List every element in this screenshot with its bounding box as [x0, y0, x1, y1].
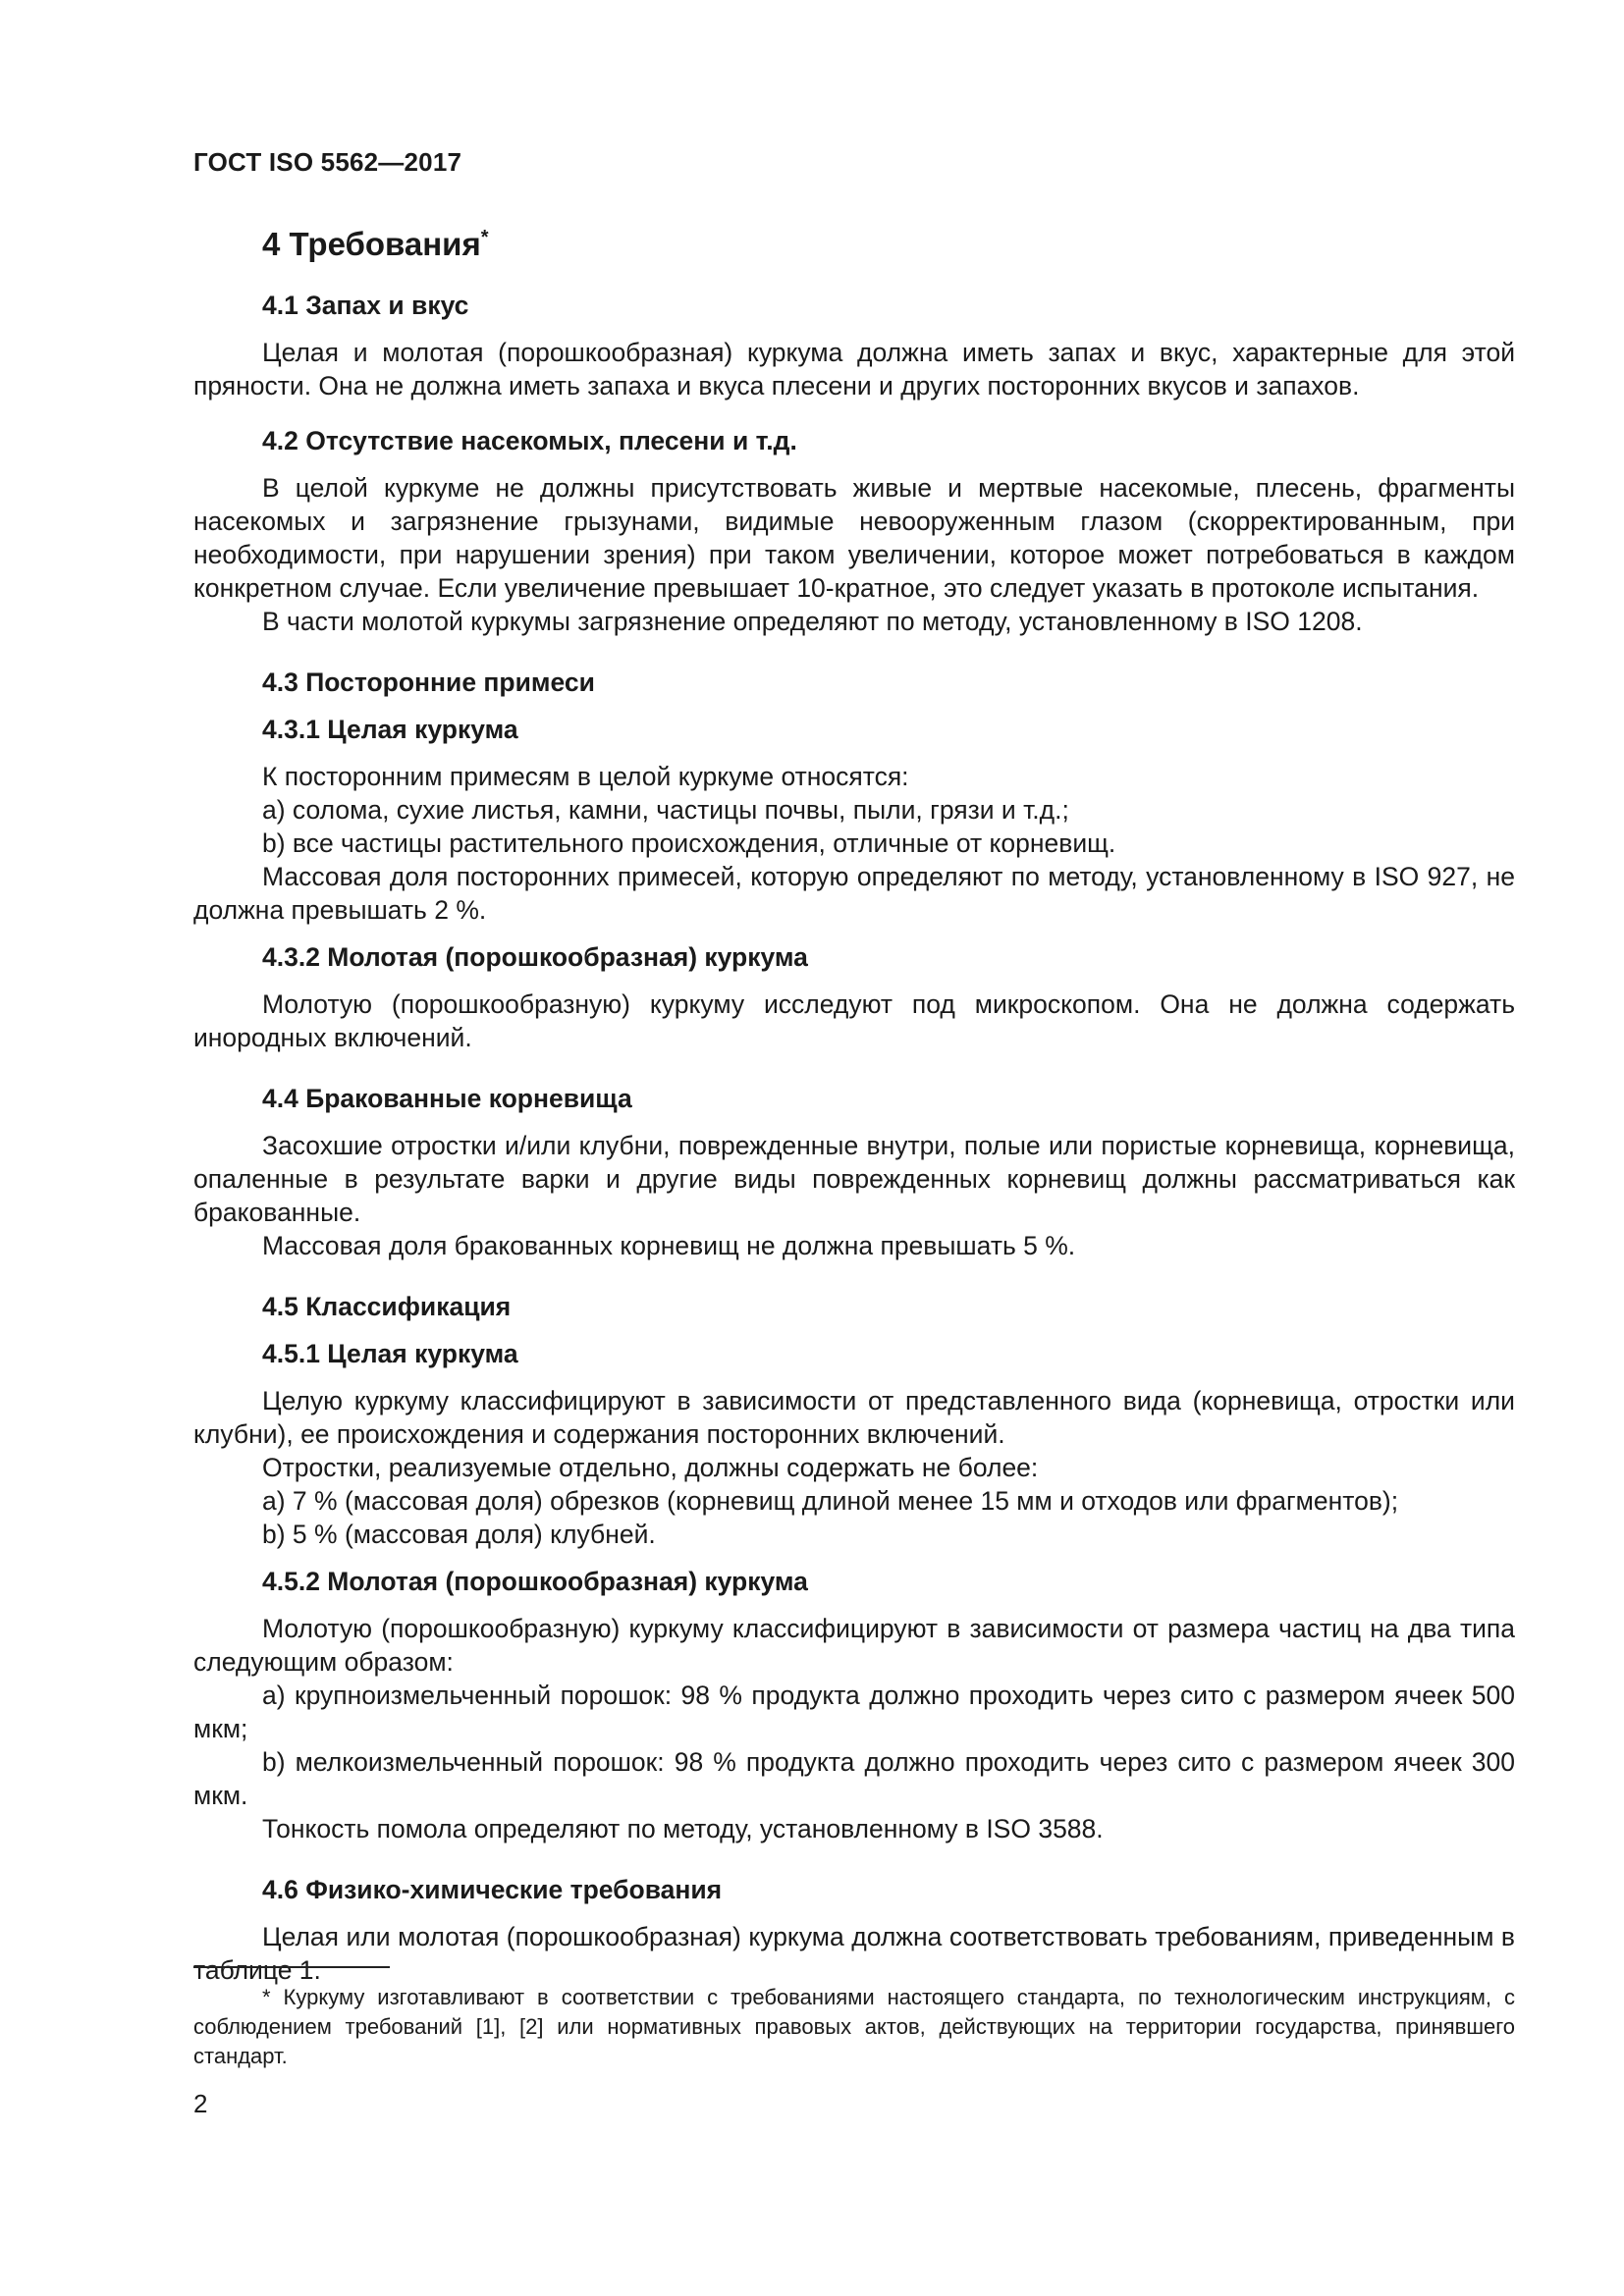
paragraph: Молотую (порошкообразную) куркуму классифицируют в зависимости от размера частиц на два типа следующим образом:: [193, 1614, 1515, 1677]
list-item: b) 5 % (массовая доля) клубней.: [262, 1520, 656, 1549]
paragraph: Массовая доля посторонних примесей, которую определяют по методу, установленному в ISO 927, не должна превышать 2 %.: [193, 862, 1515, 925]
paragraph: Тонкость помола определяют по методу, установленному в ISO 3588.: [262, 1814, 1104, 1843]
paragraph: Целая и молотая (порошкообразная) куркума должна иметь запах и вкус, характерные для этой пряности. Она не должна иметь запаха и вкуса плесени и других посторонних вкусов и запахов.: [193, 338, 1515, 400]
heading-4-3-1: 4.3.1 Целая куркума: [262, 715, 518, 744]
page-number: 2: [193, 2089, 208, 2118]
list-item: а) крупноизмельченный порошок: 98 % продукта должно проходить через сито с размером ячеек 500 мкм;: [193, 1681, 1515, 1743]
heading-4-4: 4.4 Бракованные корневища: [262, 1084, 632, 1113]
heading-4-3-2: 4.3.2 Молотая (порошкообразная) куркума: [262, 942, 808, 972]
paragraph: Отростки, реализуемые отдельно, должны содержать не более:: [262, 1453, 1039, 1482]
paragraph: К посторонним примесям в целой куркуме относятся:: [262, 762, 909, 791]
footnote-mark: *: [480, 227, 489, 248]
heading-4-5: 4.5 Классификация: [262, 1292, 512, 1321]
heading-4-2: 4.2 Отсутствие насекомых, плесени и т.д.: [262, 426, 797, 455]
body-column: [193, 214, 1515, 1987]
section-title: [262, 214, 1515, 275]
list-item: а) солома, сухие листья, камни, частицы почвы, пыли, грязи и т.д.;: [262, 795, 1069, 825]
paragraph: Молотую (порошкообразную) куркуму исследуют под микроскопом. Она не должна содержать инородных включений.: [193, 989, 1515, 1052]
heading-4-3: 4.3 Посторонние примеси: [262, 667, 595, 697]
heading-4-5-1: 4.5.1 Целая куркума: [262, 1339, 518, 1368]
paragraph: Засохшие отростки и/или клубни, поврежденные внутри, полые или пористые корневища, корневища, опаленные в результате варки и другие виды поврежденных корневищ должны рассматриваться как бракованные.: [193, 1131, 1515, 1227]
list-item: b) все частицы растительного происхождения, отличные от корневищ.: [262, 828, 1116, 858]
heading-4-5-2: 4.5.2 Молотая (порошкообразная) куркума: [262, 1567, 808, 1596]
paragraph: В части молотой куркумы загрязнение определяют по методу, установленному в ISO 1208.: [262, 607, 1363, 636]
paragraph: Массовая доля бракованных корневищ не должна превышать 5 %.: [262, 1231, 1076, 1260]
footnote: * Куркуму изготавливают в соответствии с требованиями настоящего стандарта, по технологическим инструкциям, с соблюдением требований [1], [2] или нормативных правовых актов, действующих на территории государства, принявшего стандарт.: [193, 1985, 1515, 2068]
heading-4-6: 4.6 Физико-химические требования: [262, 1875, 723, 1904]
list-item: а) 7 % (массовая доля) обрезков (корневищ длиной менее 15 мм и отходов или фрагментов);: [262, 1486, 1399, 1516]
section-title-text: 4 Требования: [262, 226, 481, 262]
list-item: b) мелкоизмельченный порошок: 98 % продукта должно проходить через сито с размером ячеек 300 мкм.: [193, 1747, 1515, 1810]
paragraph: Целую куркуму классифицируют в зависимости от представленного вида (корневища, отростки или клубни), ее происхождения и содержания посторонних включений.: [193, 1386, 1515, 1449]
paragraph: В целой куркуме не должны присутствовать живые и мертвые насекомые, плесень, фрагменты насекомых и загрязнение грызунами, видимые невооруженным глазом (скорректированным, при необходимости, при нарушении зрения) при таком увеличении, которое может потребоваться в каждом конкретном случае. Если увеличение превышает 10-кратное, это следует указать в протоколе испытания.: [193, 473, 1515, 603]
standard-header: ГОСТ ISO 5562—2017: [193, 147, 462, 177]
paragraph: Целая или молотая (порошкообразная) куркума должна соответствовать требованиям, приведенным в таблице 1.: [193, 1922, 1515, 1985]
heading-4-1: 4.1 Запах и вкус: [262, 291, 469, 320]
footnote-divider: [193, 1966, 390, 1968]
